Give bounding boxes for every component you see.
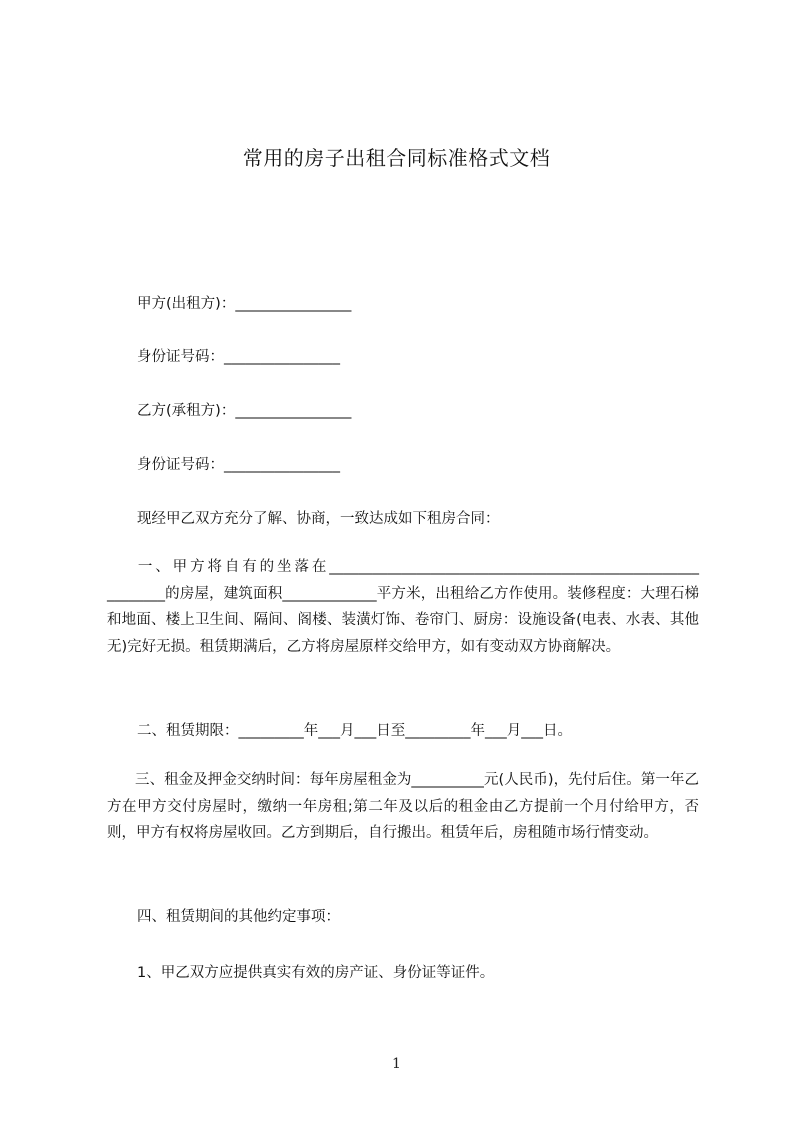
item-1: 1、甲乙双方应提供真实有效的房产证、身份证等证件。: [137, 965, 495, 981]
party-b-id-line: 身份证号码：________________: [137, 457, 340, 473]
clause-1-text: 一、甲方将自有的坐落在___________________________________________________ ________的房屋，建筑面积_____________平方米，出租给乙方作使用。装修程度：大理石梯和地面、楼上卫生间、隔间、阁楼、装潢灯饰、卷帘门、厨房：设施设备(电表、水表、其他无)完好无损。租赁期满后，乙方将房屋原样交给甲方，如有变动双方协商解决。: [107, 559, 699, 655]
clause-1: [107, 554, 699, 660]
clause-3-text: 三、租金及押金交纳时间：每年房屋租金为__________元(人民币)，先付后住。第一年乙方在甲方交付房屋时，缴纳一年房租;第二年及以后的租金由乙方提前一个月付给甲方，否则，甲方有权将房屋收回。乙方到期后，自行搬出。租赁年后，房租随市场行情变动。: [107, 772, 699, 841]
page-number: 1: [392, 1056, 401, 1072]
clause-4: 四、租赁期间的其他约定事项：: [137, 909, 340, 925]
party-b-line: 乙方(承租方)：________________: [137, 403, 352, 419]
clause-2: 二、租赁期限：_________年___月___日至_________年___月___日。: [137, 723, 572, 739]
preamble-line: 现经甲乙双方充分了解、协商，一致达成如下租房合同：: [137, 511, 500, 527]
document-title: 常用的房子出租合同标准格式文档: [242, 146, 551, 170]
party-a-line: 甲方(出租方)：________________: [137, 296, 352, 312]
clause-3: [107, 767, 699, 847]
party-a-id-line: 身份证号码：________________: [137, 349, 340, 365]
